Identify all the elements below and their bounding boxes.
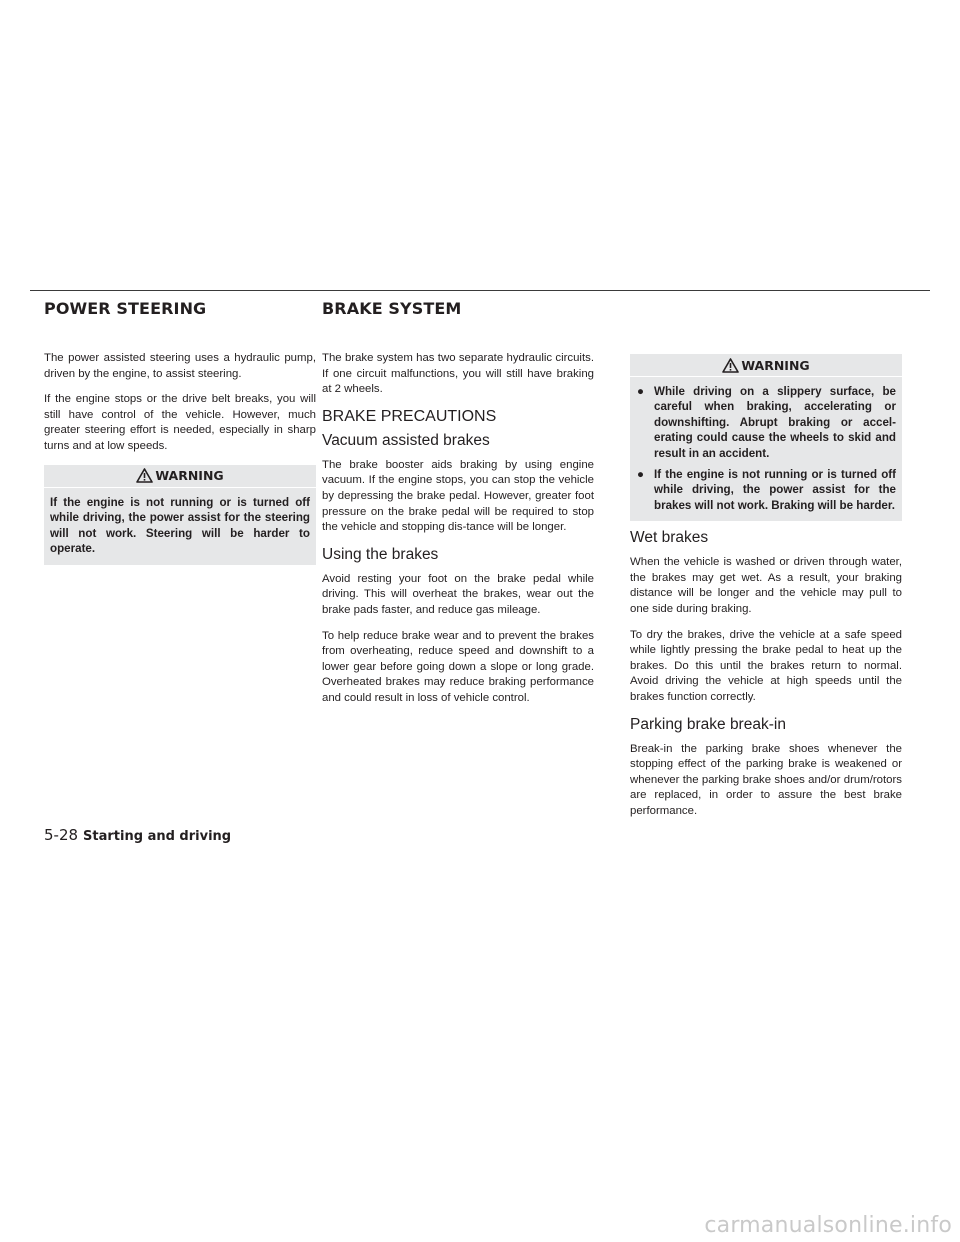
brake-system-intro: The brake system has two separate hydraulic circuits. If one circuit malfunctions, you will still have braking at 2 wheels. (322, 352, 594, 396)
wet-brakes-paragraph-2: To dry the brakes, drive the vehicle at a safe speed while lightly pressing the brake pedal to heat up the brakes. Do this until the brakes return to normal. Avoid driving the vehicle at high speeds until the brakes function correctly. (630, 628, 902, 703)
top-rule (30, 290, 930, 291)
power-steering-heading: POWER STEERING (44, 299, 207, 318)
vacuum-brakes-text: The brake booster aids braking by using engine vacuum. If the engine stops, you can stop the vehicle by depressing the brake pedal. However, greater foot pressure on the brake pedal will be required to stop the vehicle and stopping dis-tance will be longer. (322, 458, 594, 534)
brake-warning-box (630, 354, 902, 521)
wet-brakes-paragraph-1: When the vehicle is washed or driven through water, the brakes may get wet. As a result, your braking distance will be longer and the vehicle may pull to one side during braking. (630, 556, 902, 616)
brake-system-heading: BRAKE SYSTEM (322, 299, 462, 318)
brake-warning-list (636, 384, 896, 513)
list-item (636, 467, 896, 513)
power-steering-warning-box (44, 465, 316, 565)
using-brakes-paragraph-1: Avoid resting your foot on the brake pedal while driving. This will overheat the brakes, wear out the brake pads faster, and reduce gas mileage. (322, 572, 594, 616)
watermark: carmanualsonline.info (704, 1213, 952, 1238)
warning-title: WARNING (741, 357, 810, 373)
warning-header (630, 354, 902, 376)
warning-triangle-icon (136, 468, 153, 483)
vacuum-brakes-heading: Vacuum assisted brakes (322, 431, 490, 449)
parking-brake-heading: Parking brake break-in (630, 715, 786, 733)
brake-precautions-heading: BRAKE PRECAUTIONS (322, 407, 497, 425)
warning-header (44, 465, 316, 487)
page-footer (44, 826, 231, 844)
chapter-title: Starting and driving (83, 829, 232, 844)
power-steering-paragraph-2: If the engine stops or the drive belt breaks, you will still have control of the vehicle. However, much greater steering effort is needed, especially in sharp turns and at low speeds. (44, 393, 316, 452)
bullet-icon: ● (637, 468, 645, 482)
brake-warning-item-1: While driving on a slippery surface, be careful when braking, accelerating or downshifting. Abrupt braking or accel-erating could cause the wheels to skid and result in an accident. (654, 385, 896, 460)
power-steering-warning-text: If the engine is not running or is turned off while driving, the power assist for the steering will not work. Steering will be harder to operate. (50, 495, 310, 556)
page-number: 5-28 (44, 826, 79, 844)
list-item (636, 384, 896, 461)
using-brakes-paragraph-2: To help reduce brake wear and to prevent the brakes from overheating, reduce speed and downshift to a lower gear before going down a slope or long grade. Overheated brakes may reduce braking performance and could result in loss of vehicle control. (322, 629, 594, 704)
bullet-icon: ● (637, 385, 645, 398)
warning-triangle-icon (722, 358, 739, 373)
power-steering-paragraph-1: The power assisted steering uses a hydraulic pump, driven by the engine, to assist steering. (44, 352, 316, 380)
warning-title: WARNING (155, 468, 224, 484)
column-brake-continued (630, 354, 902, 830)
parking-brake-text: Break-in the parking brake shoes whenever the stopping effect of the parking brake is weakened or whenever the parking brake shoes and/or drum/rotors are replaced, in order to assure the best brake performance. (630, 742, 902, 817)
column-power-steering (44, 351, 316, 565)
brake-warning-item-2: If the engine is not running or is turned off while driving, the power assist for the brakes will not work. Braking will be harder. (654, 468, 896, 512)
using-brakes-heading: Using the brakes (322, 545, 439, 563)
wet-brakes-heading: Wet brakes (630, 529, 709, 547)
column-brake-system (322, 351, 594, 717)
